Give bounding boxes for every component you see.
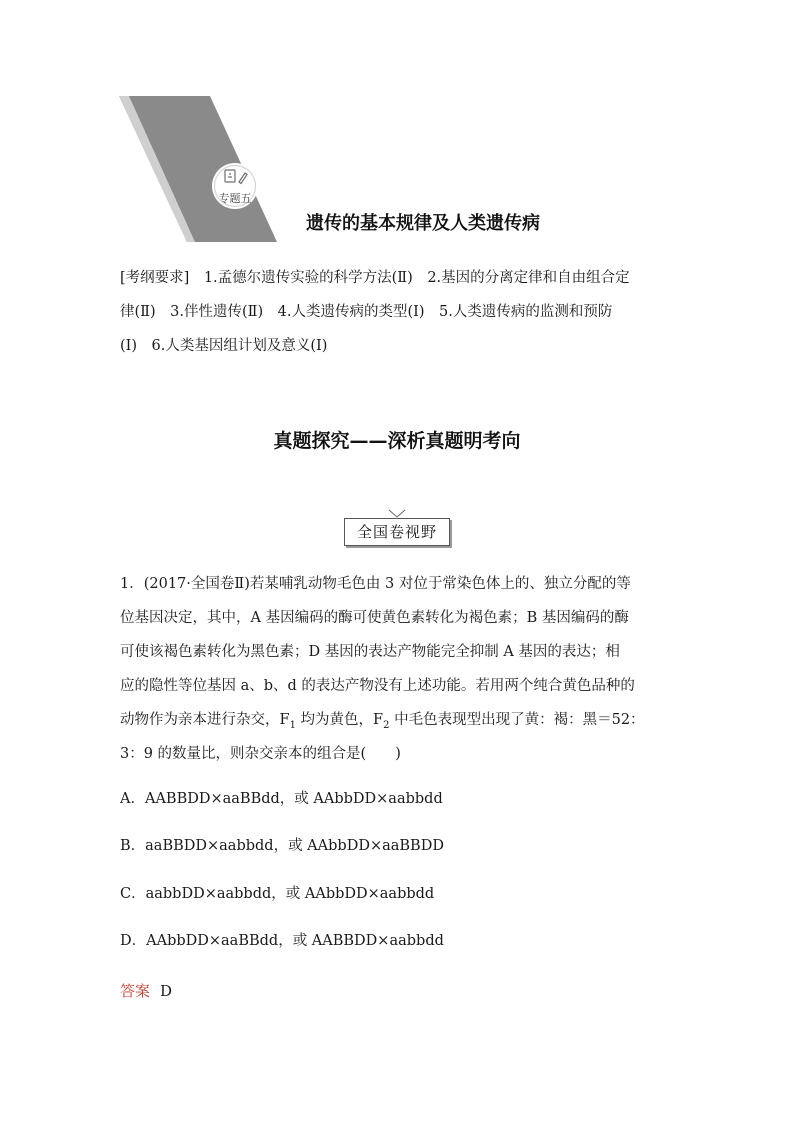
section-badge-label: 全国卷视野 [344, 518, 450, 546]
requirements-line-2: 律(Ⅱ) 3.伴性遗传(Ⅱ) 4.人类遗传病的类型(Ⅰ) 5.人类遗传病的监测和预防 [120, 304, 613, 320]
section-heading: 真题探究——深析真题明考向 [273, 430, 521, 452]
option-b: B．aaBBDD×aabbdd，或 AAbbDD×aaBBDD [120, 838, 444, 854]
f2-subscript: 2 [383, 719, 390, 731]
requirements-line-3: (Ⅰ) 6.人类基因组计划及意义(Ⅰ) [120, 338, 328, 354]
answer [120, 980, 172, 1001]
f1-subscript: 1 [289, 719, 296, 731]
option-c: C．aabbDD×aabbdd，或 AAbbDD×aabbdd [120, 886, 435, 902]
option-d: D．AAbbDD×aaBBdd，或 AABBDD×aabbdd [120, 933, 444, 949]
requirements-line-1: [考纲要求] 1.孟德尔遗传实验的科学方法(Ⅱ) 2.基因的分离定律和自由组合定 [120, 270, 630, 286]
question-line-4: 应的隐性等位基因 a、b、d 的表达产物没有上述功能。若用两个纯合黄色品种的 [120, 678, 635, 694]
option-a: A．AABBDD×aaBBdd，或 AAbbDD×aabbdd [120, 791, 443, 807]
answer-label: 答案 [120, 982, 151, 1000]
answer-value: D [160, 982, 173, 1000]
question-line-5-part-c: 中毛色表现型出现了黄：褐：黑＝52： [389, 712, 645, 728]
section-badge [344, 518, 450, 548]
question-line-5-part-b: 均为黄色，F [295, 712, 384, 728]
question-line-2: 位基因决定，其中，A 基因编码的酶可使黄色素转化为褐色素；B 基因编码的酶 [120, 610, 629, 626]
chapter-badge-label: 专题五 [218, 192, 252, 205]
question-line-6: 3：9 的数量比，则杂交亲本的组合是( ) [120, 746, 401, 762]
chapter-title: 遗传的基本规律及人类遗传病 [306, 213, 540, 234]
question-line-1: 1．(2017·全国卷Ⅱ)若某哺乳动物毛色由 3 对位于常染色体上的、独立分配的等 [120, 576, 631, 592]
question-line-5 [120, 710, 676, 736]
chapter-banner [115, 94, 285, 244]
question-line-3: 可使该褐色素转化为黑色素；D 基因的表达产物能完全抑制 A 基因的表达；相 [120, 644, 620, 660]
question-line-5-part-a: 动物作为亲本进行杂交，F [120, 712, 290, 728]
